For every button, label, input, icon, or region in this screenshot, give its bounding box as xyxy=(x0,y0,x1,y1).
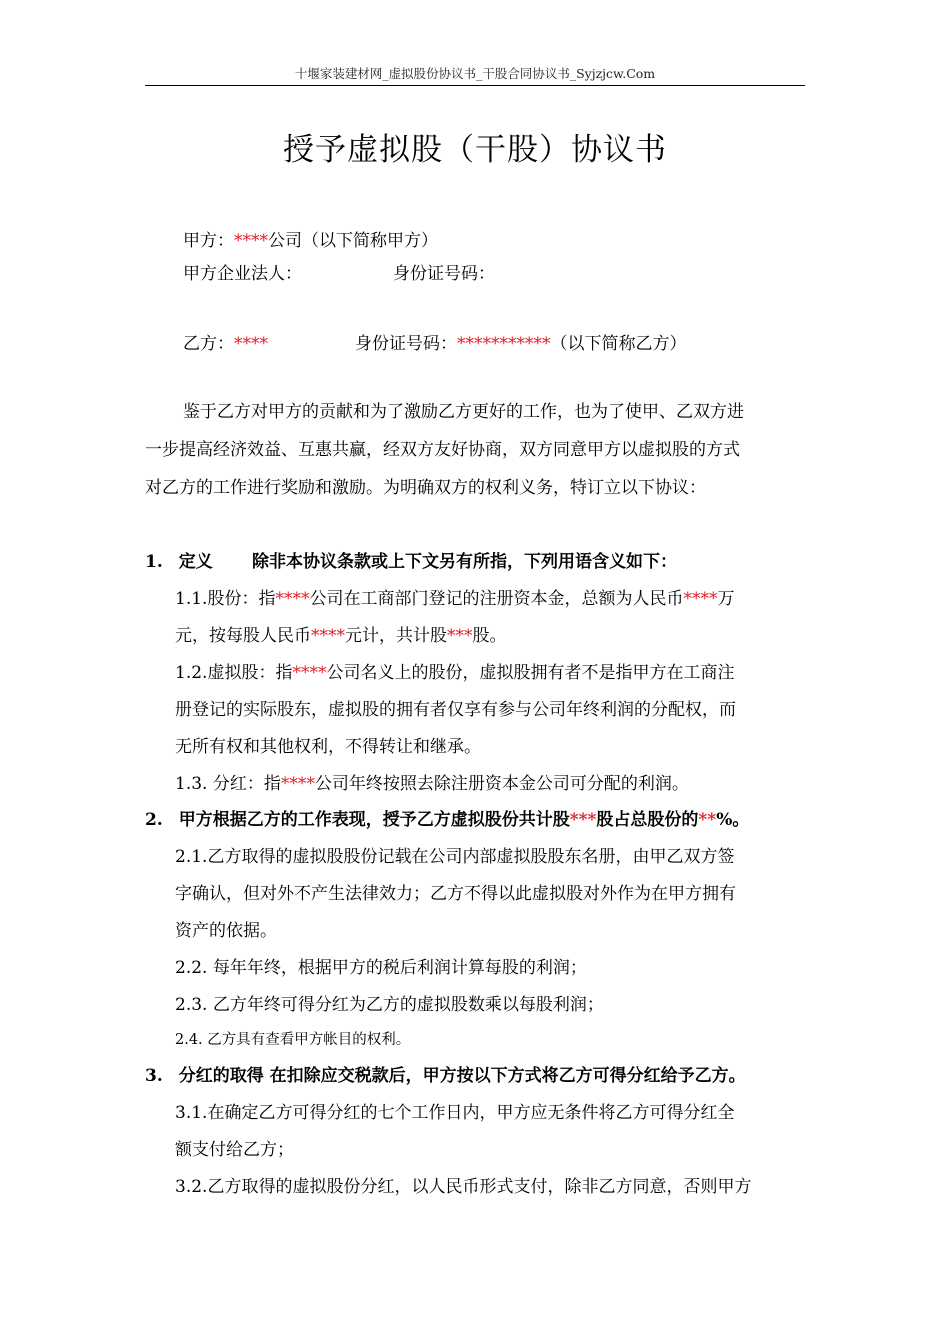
section-3-number: 3. xyxy=(145,1066,163,1086)
clause-2-1-cont-2: 资产的依据。 xyxy=(175,921,277,941)
preamble-line-2: 一步提高经济效益、互惠共赢，经双方友好协商，双方同意甲方以虚拟股的方式 xyxy=(145,440,740,460)
section-3-title: 分红的取得 在扣除应交税款后，甲方按以下方式将乙方可得分红给予乙方。 xyxy=(178,1066,746,1086)
section-1-title: 定义 xyxy=(178,552,213,572)
section-3-heading xyxy=(145,1064,746,1088)
clause-2-3: 2.3. 乙方年终可得分红为乙方的虚拟股数乘以每股利润； xyxy=(175,995,604,1015)
clause-1-3-text-b: 公司年终按照去除注册资本金公司可分配的利润。 xyxy=(314,774,689,794)
party-b-label: 乙方： xyxy=(183,334,234,354)
header-divider xyxy=(145,85,805,86)
section-1-number: 1. xyxy=(145,552,163,572)
clause-3-1: 3.1.在确定乙方可得分红的七个工作日内，甲方应无条件将乙方可得分红全 xyxy=(175,1103,735,1123)
clause-1-1-mask-1: **** xyxy=(275,589,310,609)
party-a-label: 甲方： xyxy=(183,231,234,251)
clause-1-1-text-b: 公司在工商部门登记的注册资本金，总额为人民币 xyxy=(309,589,684,609)
section-2-mask-2: ** xyxy=(698,810,717,830)
party-b-suffix: （以下简称乙方） xyxy=(550,334,687,354)
document-title: 授予虚拟股（干股）协议书 xyxy=(283,132,667,168)
party-a-legal-rep: 甲方企业法人： xyxy=(183,264,302,284)
clause-1-2-text-a: 1.2.虚拟股：指 xyxy=(175,663,293,683)
section-2-text-b: 股占总股份的 xyxy=(596,810,699,830)
party-b-id-label: 身份证号码： xyxy=(355,334,457,354)
clause-3-1-cont: 额支付给乙方； xyxy=(175,1140,294,1160)
party-a-mask: **** xyxy=(234,231,268,251)
clause-1-2-cont-2: 无所有权和其他权利，不得转让和继承。 xyxy=(175,737,481,757)
section-2-text-a: 甲方根据乙方的工作表现，授予乙方虚拟股份共计股 xyxy=(178,810,570,830)
clause-1-2-text-b: 公司名义上的股份，虚拟股拥有者不是指甲方在工商注 xyxy=(326,663,735,683)
clause-1-3-mask: **** xyxy=(280,774,315,794)
party-b-mask: **** xyxy=(234,334,268,354)
clause-2-1: 2.1.乙方取得的虚拟股股份记载在公司内部虚拟股股东名册，由甲乙双方签 xyxy=(175,847,735,867)
clause-1-1b-text-a: 元，按每股人民币 xyxy=(175,626,311,646)
clause-1-1b-mask-2: *** xyxy=(447,626,473,646)
party-b-line xyxy=(183,332,268,356)
party-a-line xyxy=(183,229,438,253)
clause-1-1b-text-c: 股。 xyxy=(472,626,507,646)
party-b-id-line xyxy=(355,332,687,356)
clause-1-1-text-c: 万 xyxy=(717,589,735,609)
clause-1-1b-text-b: 元计，共计股 xyxy=(345,626,447,646)
clause-1-2-cont-1: 册登记的实际股东，虚拟股的拥有者仅享有参与公司年终利润的分配权，而 xyxy=(175,700,736,720)
preamble-line-1: 鉴于乙方对甲方的贡献和为了激励乙方更好的工作，也为了使甲、乙双方进 xyxy=(183,402,744,422)
clause-2-4: 2.4. 乙方具有查看甲方帐目的权利。 xyxy=(175,1032,411,1048)
clause-1-1-mask-2: **** xyxy=(683,589,718,609)
clause-1-2-mask: **** xyxy=(292,663,327,683)
section-1-heading xyxy=(145,550,213,574)
party-a-suffix: 公司（以下简称甲方） xyxy=(268,231,438,251)
clause-1-1b-mask-1: **** xyxy=(311,626,345,646)
preamble-line-3: 对乙方的工作进行奖励和激励。为明确双方的权利义务，特订立以下协议： xyxy=(145,478,706,498)
section-2-heading xyxy=(145,808,749,832)
party-b-id-mask: *********** xyxy=(457,334,551,354)
page-header: 十堰家装建材网_虚拟股份协议书_干股合同协议书_Syjzjcw.Com xyxy=(294,66,656,81)
clause-1-1-cont xyxy=(175,624,507,648)
clause-1-1-text-a: 1.1.股份：指 xyxy=(175,589,276,609)
clause-2-2: 2.2. 每年年终，根据甲方的税后利润计算每股的利润； xyxy=(175,958,587,978)
clause-1-1 xyxy=(175,587,734,611)
clause-1-3-text-a: 1.3. 分红：指 xyxy=(175,774,281,794)
clause-1-3 xyxy=(175,772,689,796)
clause-2-1-cont-1: 字确认，但对外不产生法律效力；乙方不得以此虚拟股对外作为在甲方拥有 xyxy=(175,884,736,904)
party-a-id-label: 身份证号码： xyxy=(393,264,495,284)
section-2-number: 2. xyxy=(145,810,163,830)
section-2-mask-1: *** xyxy=(569,810,597,830)
section-2-text-c: %。 xyxy=(716,810,750,830)
clause-1-2 xyxy=(175,661,734,685)
section-1-intro: 除非本协议条款或上下文另有所指，下列用语含义如下： xyxy=(252,552,677,572)
clause-3-2: 3.2.乙方取得的虚拟股份分红，以人民币形式支付，除非乙方同意，否则甲方 xyxy=(175,1177,752,1197)
